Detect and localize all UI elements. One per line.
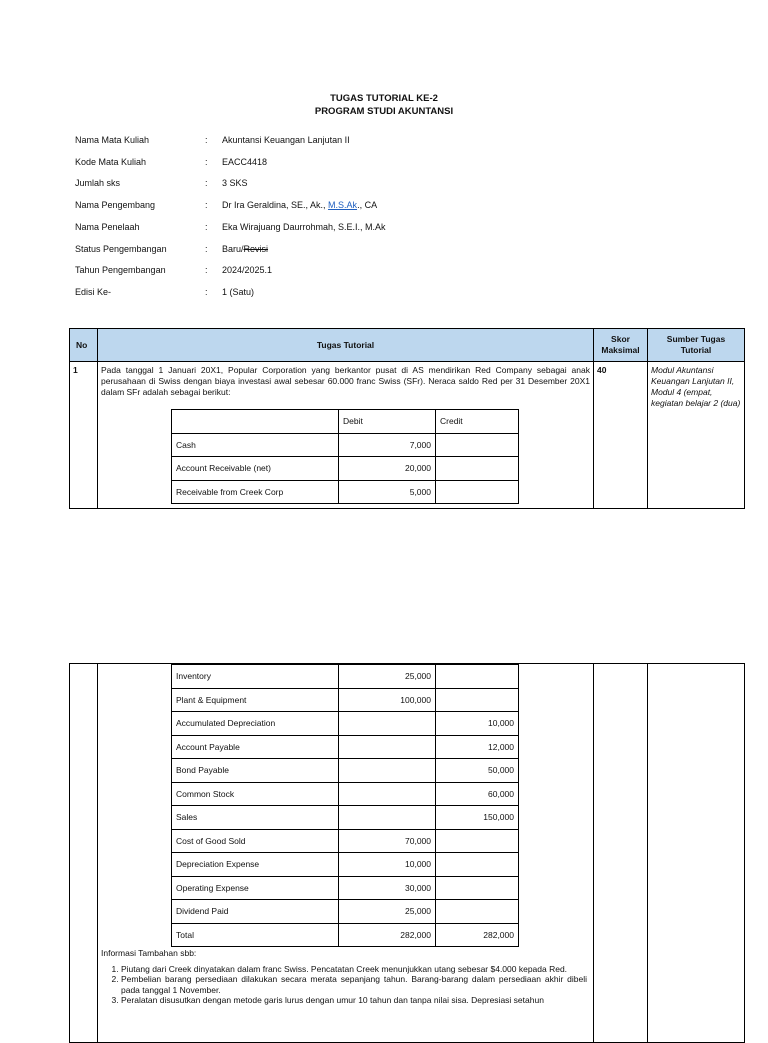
info-label-nama-mk: Nama Mata Kuliah bbox=[75, 135, 150, 145]
info-label-sks: Jumlah sks bbox=[75, 178, 121, 188]
info-colon: : bbox=[205, 287, 208, 297]
header-skor: Skor Maksimal bbox=[594, 329, 648, 362]
cell-credit bbox=[436, 829, 519, 853]
pengembang-suffix: ., CA bbox=[357, 200, 378, 210]
cell-debit: 100,000 bbox=[339, 688, 436, 712]
list-item: 3. Peralatan disusutkan dengan metode garis lurus dengan umur 10 tahun dan tanpa nilai sisa. Depresiasi setahun bbox=[121, 995, 587, 1006]
cell-credit: 12,000 bbox=[436, 735, 519, 759]
cell-debit: 25,000 bbox=[339, 665, 436, 689]
info-colon: : bbox=[205, 200, 208, 210]
cell-debit: 5,000 bbox=[339, 480, 436, 504]
info-value-penelaah: Eka Wirajuang Daurrohmah, S.E.I., M.Ak bbox=[222, 222, 386, 232]
info-label-kode-mk: Kode Mata Kuliah bbox=[75, 157, 147, 167]
info-label-pengembang: Nama Pengembang bbox=[75, 200, 156, 210]
task-description: Pada tanggal 1 Januari 20X1, Popular Corporation yang berkantor pusat di AS mendirikan Red Company sebagai anak perusahaan di Swiss dengan biaya investasi awal sebesar 60.000 franc Swiss (SFr). Neraca saldo Red per 31 Desember 20X1 dalam SFr adalah sebagai berikut: bbox=[98, 362, 594, 509]
cell-account: Common Stock bbox=[172, 782, 339, 806]
table-row bbox=[172, 923, 519, 947]
cell-account: Receivable from Creek Corp bbox=[172, 480, 339, 504]
info-colon: : bbox=[205, 157, 208, 167]
pengembang-name: Dr Ira Geraldina, SE., Ak., bbox=[222, 200, 329, 210]
trial-balance-header bbox=[172, 410, 519, 434]
table-row bbox=[172, 688, 519, 712]
table-row bbox=[172, 806, 519, 830]
table-row bbox=[172, 853, 519, 877]
cell-account: Sales bbox=[172, 806, 339, 830]
cell-debit bbox=[339, 712, 436, 736]
cell-credit: 282,000 bbox=[436, 923, 519, 947]
cell-debit: 282,000 bbox=[339, 923, 436, 947]
cell-account: Plant & Equipment bbox=[172, 688, 339, 712]
info-label-edisi: Edisi Ke- bbox=[75, 287, 112, 297]
list-item: 2. Pembelian barang persediaan dilakukan secara merata sepanjang tahun. Barang-barang dalam persediaan akhir dibeli pada tanggal 1 November. bbox=[121, 974, 587, 995]
trial-balance-table bbox=[171, 409, 519, 504]
trial-balance-table-continued bbox=[171, 664, 519, 947]
status-baru: Baru/ bbox=[222, 244, 244, 254]
cell-account: Account Receivable (net) bbox=[172, 457, 339, 481]
cell-credit: 10,000 bbox=[436, 712, 519, 736]
max-score-cell bbox=[594, 664, 648, 1043]
info-value-pengembang bbox=[222, 200, 377, 210]
col-account bbox=[172, 410, 339, 434]
cell-account: Depreciation Expense bbox=[172, 853, 339, 877]
info-value-kode-mk: EACC4418 bbox=[222, 157, 268, 167]
table-row bbox=[172, 457, 519, 481]
info-colon: : bbox=[205, 244, 208, 254]
cell-credit bbox=[436, 876, 519, 900]
table-row bbox=[172, 759, 519, 783]
info-value-sks: 3 SKS bbox=[222, 178, 248, 188]
cell-credit: 150,000 bbox=[436, 806, 519, 830]
cell-debit bbox=[339, 782, 436, 806]
cell-credit bbox=[436, 900, 519, 924]
cell-debit: 7,000 bbox=[339, 433, 436, 457]
table-row bbox=[172, 829, 519, 853]
cell-account: Dividend Paid bbox=[172, 900, 339, 924]
info-colon: : bbox=[205, 135, 208, 145]
table-row bbox=[172, 665, 519, 689]
cell-debit: 20,000 bbox=[339, 457, 436, 481]
col-credit: Credit bbox=[436, 410, 519, 434]
info-colon: : bbox=[205, 178, 208, 188]
info-value-nama-mk: Akuntansi Keuangan Lanjutan II bbox=[222, 135, 350, 145]
row-number: 1 bbox=[70, 362, 98, 509]
info-colon: : bbox=[205, 222, 208, 232]
cell-account: Cash bbox=[172, 433, 339, 457]
cell-account: Total bbox=[172, 923, 339, 947]
cell-debit: 70,000 bbox=[339, 829, 436, 853]
info-value-tahun: 2024/2025.1 bbox=[222, 265, 273, 275]
task-source-cell bbox=[648, 664, 745, 1043]
cell-account: Bond Payable bbox=[172, 759, 339, 783]
row-number-cell bbox=[70, 664, 98, 1043]
additional-info-list bbox=[101, 964, 587, 1006]
col-debit: Debit bbox=[339, 410, 436, 434]
degree-link[interactable]: M.S.Ak bbox=[328, 200, 358, 210]
status-revisi-struck: Revisi bbox=[243, 244, 269, 254]
table-row bbox=[172, 480, 519, 504]
cell-credit: 60,000 bbox=[436, 782, 519, 806]
info-value-status bbox=[222, 244, 268, 254]
cell-credit bbox=[436, 457, 519, 481]
table-row bbox=[172, 782, 519, 806]
cell-credit bbox=[436, 688, 519, 712]
list-item: 1. Piutang dari Creek dinyatakan dalam franc Swiss. Pencatatan Creek menunjukkan utang sebesar $4.000 kepada Red. bbox=[121, 964, 587, 975]
header-no: No bbox=[70, 329, 98, 362]
table-row bbox=[172, 735, 519, 759]
cell-debit: 10,000 bbox=[339, 853, 436, 877]
task-source: Modul Akuntansi Keuangan Lanjutan II, Modul 4 (empat, kegiatan belajar 2 (dua) bbox=[648, 362, 745, 509]
info-label-status: Status Pengembangan bbox=[75, 244, 167, 254]
cell-credit bbox=[436, 433, 519, 457]
header-tugas: Tugas Tutorial bbox=[98, 329, 594, 362]
cell-account: Accumulated Depreciation bbox=[172, 712, 339, 736]
cell-debit bbox=[339, 759, 436, 783]
table-header-row bbox=[70, 329, 745, 362]
info-label-tahun: Tahun Pengembangan bbox=[75, 265, 166, 275]
table-row bbox=[172, 876, 519, 900]
cell-credit bbox=[436, 853, 519, 877]
cell-debit bbox=[339, 806, 436, 830]
cell-credit bbox=[436, 665, 519, 689]
cell-account: Account Payable bbox=[172, 735, 339, 759]
additional-info-heading: Informasi Tambahan sbb: bbox=[101, 948, 197, 958]
info-value-edisi: 1 (Satu) bbox=[222, 287, 255, 297]
additional-info bbox=[101, 948, 587, 1006]
table-row bbox=[172, 900, 519, 924]
cell-credit: 50,000 bbox=[436, 759, 519, 783]
cell-debit bbox=[339, 735, 436, 759]
cell-account: Cost of Good Sold bbox=[172, 829, 339, 853]
info-label-penelaah: Nama Penelaah bbox=[75, 222, 140, 232]
cell-credit bbox=[436, 480, 519, 504]
max-score: 40 bbox=[594, 362, 648, 509]
document-title: TUGAS TUTORIAL KE-2 bbox=[330, 93, 438, 104]
info-colon: : bbox=[205, 265, 208, 275]
table-row bbox=[172, 712, 519, 736]
cell-account: Operating Expense bbox=[172, 876, 339, 900]
table-row bbox=[172, 433, 519, 457]
cell-account: Inventory bbox=[172, 665, 339, 689]
header-sumber: Sumber Tugas Tutorial bbox=[648, 329, 745, 362]
cell-debit: 25,000 bbox=[339, 900, 436, 924]
program-title: PROGRAM STUDI AKUNTANSI bbox=[314, 106, 454, 117]
cell-debit: 30,000 bbox=[339, 876, 436, 900]
